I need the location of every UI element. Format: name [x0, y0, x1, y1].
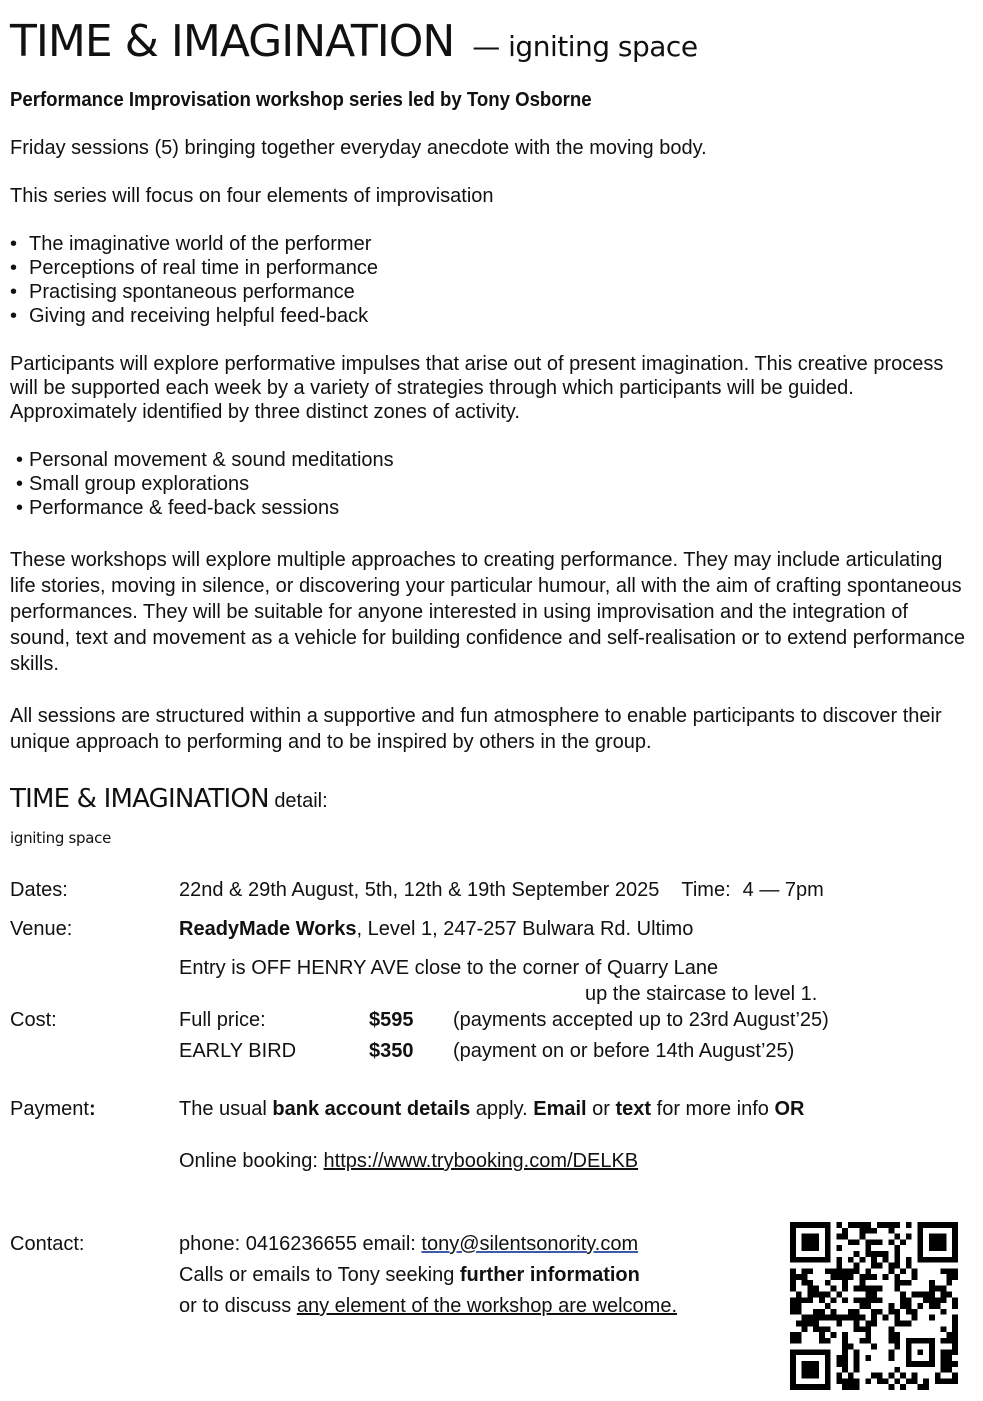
page-title: TIME & IMAGINATION — [10, 16, 455, 67]
title-row — [10, 16, 698, 67]
online-booking: Online booking: https://www.trybooking.com/DELKB — [179, 1150, 639, 1172]
venue-name: ReadyMade Works — [179, 918, 357, 940]
early-bird-note: (payment on or before 14th August’25) — [453, 1040, 795, 1062]
list-item: • Personal movement & sound meditations — [16, 449, 394, 471]
full-price-note: (payments accepted up to 23rd August’25) — [453, 1009, 829, 1031]
venue-label: Venue: — [10, 918, 73, 940]
entry-line-1: Entry is OFF HENRY AVE close to the corner of Quarry Lane — [179, 957, 719, 979]
elements-list — [10, 232, 378, 328]
dates-value: 22nd & 29th August, 5th, 12th & 19th September 2025 Time: 4 — 7pm — [179, 879, 824, 901]
time-value: 4 — 7pm — [742, 879, 824, 901]
intro-paragraph-3: Participants will explore performative impulses that arise out of present imagination. This creative process will be supported each week by a variety of strategies through which participants will be guided. Approximately identified by three distinct zones of activity. — [10, 353, 944, 423]
intro-paragraph-1: Friday sessions (5) bringing together everyday anecdote with the moving body. — [10, 137, 707, 159]
list-item: • Perceptions of real time in performance — [10, 257, 379, 279]
list-item: • Practising spontaneous performance — [10, 281, 355, 303]
payment-label: Payment: — [10, 1098, 96, 1120]
zones-list — [16, 448, 394, 520]
title-subtitle: — igniting space — [472, 30, 698, 63]
intro-paragraph-5: All sessions are structured within a supportive and fun atmosphere to enable participants to discover their unique approach to performing and to be inspired by others in the group. — [10, 705, 942, 753]
detail-title: TIME & IMAGINATION — [10, 784, 269, 814]
contact-discuss-line: or to discuss any element of the workshop are welcome. — [179, 1295, 678, 1317]
contact-label: Contact: — [10, 1233, 85, 1255]
intro-paragraph-2: This series will focus on four elements of improvisation — [10, 185, 494, 207]
early-bird-value: $350 — [369, 1040, 414, 1062]
contact-calls-line: Calls or emails to Tony seeking further information — [179, 1264, 640, 1286]
qr-code-icon[interactable] — [790, 1222, 958, 1390]
entry-line-2: up the staircase to level 1. — [585, 983, 818, 1005]
venue-value — [179, 917, 693, 941]
detail-suffix: detail: — [274, 790, 328, 812]
list-item: • Giving and receiving helpful feed-back — [10, 305, 369, 327]
venue-address: , Level 1, 247-257 Bulwara Rd. Ultimo — [356, 918, 694, 940]
series-subtitle: Performance Improvisation workshop series led by Tony Osborne — [10, 89, 592, 111]
detail-small-caption: igniting space — [10, 829, 112, 847]
list-item: • Small group explorations — [16, 473, 250, 495]
list-item: • Performance & feed-back sessions — [16, 497, 340, 519]
early-bird-label: EARLY BIRD — [179, 1040, 297, 1062]
list-item: • The imaginative world of the performer — [10, 233, 372, 255]
contact-phone-email: phone: 0416236655 email: tony@silentsonority.com — [179, 1233, 639, 1255]
email-link[interactable]: tony@silentsonority.com — [421, 1233, 639, 1255]
intro-paragraph-4: These workshops will explore multiple approaches to creating performance. They may include articulating life stories, moving in silence, or discovering your particular humour, all with the aim of crafting spontaneous performances. They will be suitable for anyone interested in using improvisation and the integration of sound, text and movement as a vehicle for building confidence and self-realisation or to extend performance skills. — [10, 549, 965, 675]
dates-label: Dates: — [10, 879, 68, 901]
time-label: Time: — [681, 879, 731, 901]
full-price-value: $595 — [369, 1009, 414, 1031]
payment-text: The usual bank account details apply. Email or text for more info OR — [179, 1098, 805, 1120]
full-price-label: Full price: — [179, 1009, 266, 1031]
booking-link[interactable]: https://www.trybooking.com/DELKB — [323, 1150, 639, 1172]
cost-label: Cost: — [10, 1009, 57, 1031]
detail-heading — [10, 784, 328, 814]
